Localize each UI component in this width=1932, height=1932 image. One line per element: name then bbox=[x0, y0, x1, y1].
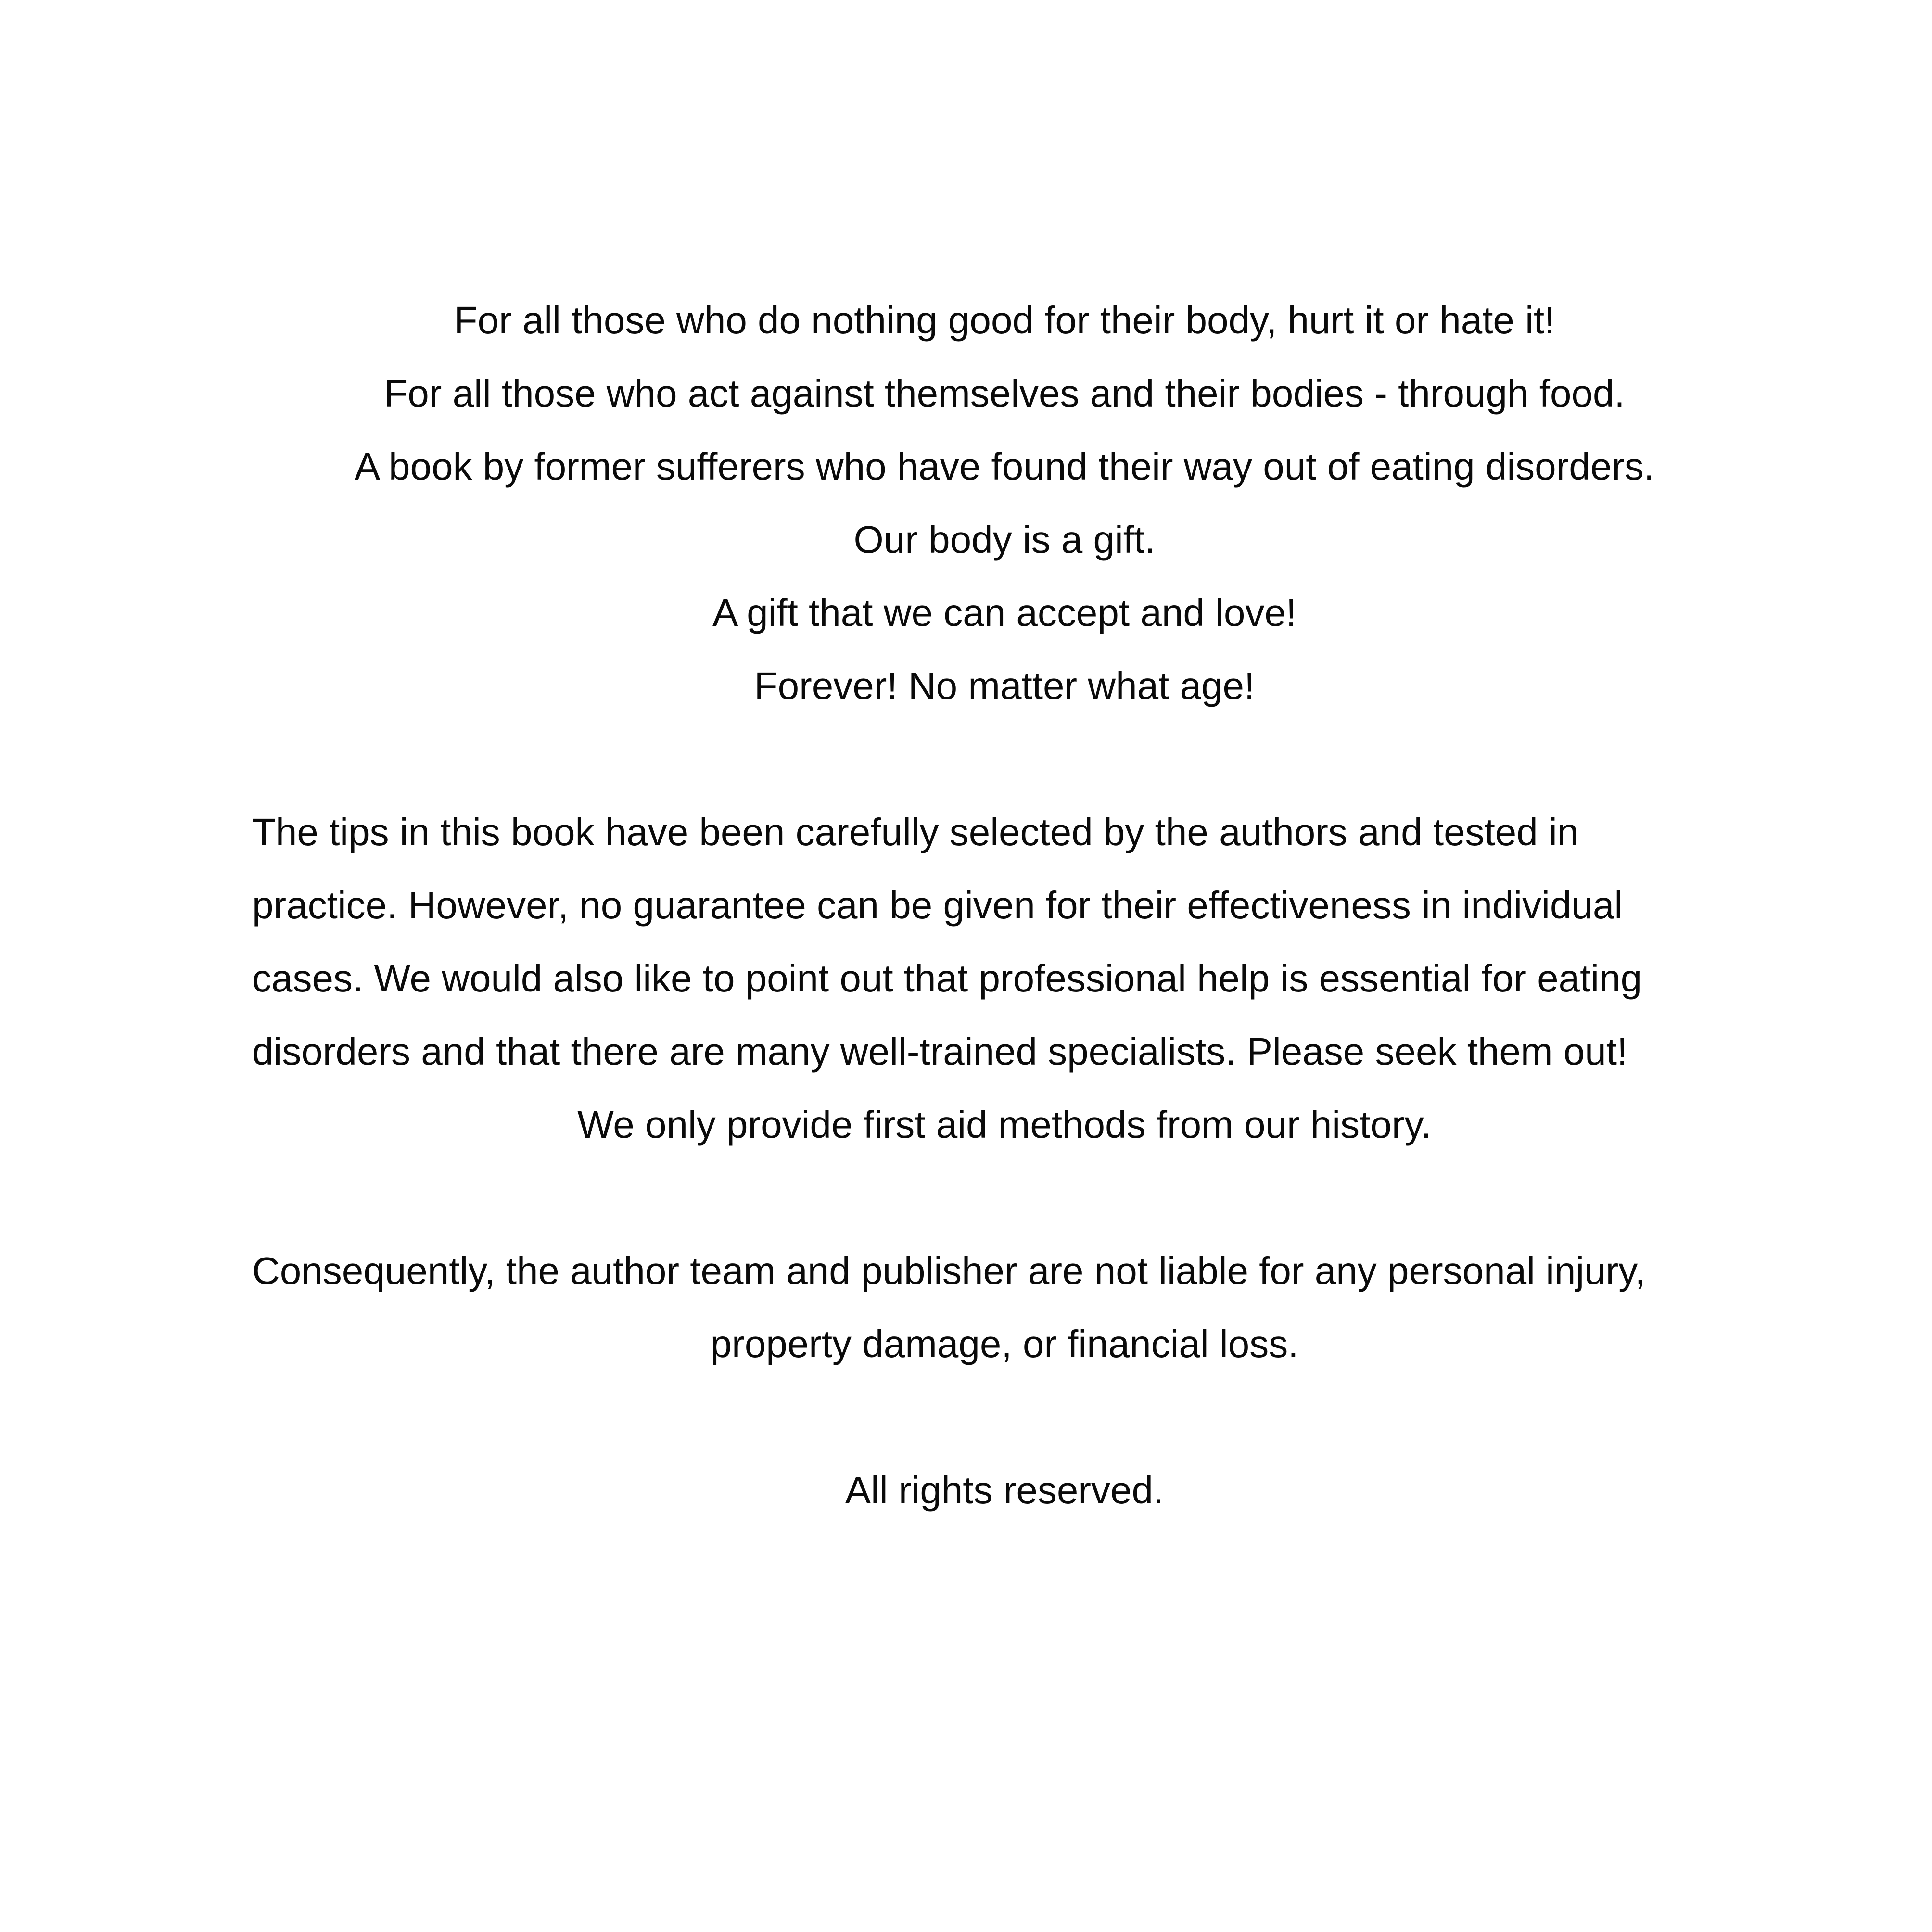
disclaimer-line: The tips in this book have been carefully selected by the authors and tested in bbox=[252, 811, 1579, 853]
liability-last-line: property damage, or financial loss. bbox=[710, 1322, 1299, 1365]
dedication-line: For all those who act against themselves and their bodies - through food. bbox=[384, 372, 1625, 415]
liability-paragraph bbox=[252, 1234, 1757, 1381]
paragraph-spacer bbox=[252, 723, 1757, 796]
page-content bbox=[252, 284, 1757, 1527]
paragraph-spacer bbox=[252, 1381, 1757, 1454]
dedication-line: Our body is a gift. bbox=[853, 518, 1156, 561]
disclaimer-paragraph bbox=[252, 796, 1757, 1161]
paragraph-spacer bbox=[252, 1161, 1757, 1234]
dedication-line: Forever! No matter what age! bbox=[754, 664, 1255, 707]
disclaimer-last-line: We only provide first aid methods from our history. bbox=[577, 1103, 1432, 1146]
dedication-line: For all those who do nothing good for their body, hurt it or hate it! bbox=[454, 299, 1555, 342]
disclaimer-line: cases. We would also like to point out that professional help is essential for eating bbox=[252, 957, 1642, 1000]
disclaimer-line: disorders and that there are many well-trained specialists. Please seek them out! bbox=[252, 1030, 1628, 1073]
rights-notice: All rights reserved. bbox=[845, 1469, 1164, 1512]
disclaimer-line: practice. However, no guarantee can be given for their effectiveness in individual bbox=[252, 884, 1623, 927]
liability-line: Consequently, the author team and publisher are not liable for any personal injury, bbox=[252, 1249, 1646, 1292]
dedication-block bbox=[252, 284, 1757, 723]
dedication-line: A book by former sufferers who have found their way out of eating disorders. bbox=[354, 445, 1655, 488]
dedication-line: A gift that we can accept and love! bbox=[712, 591, 1297, 634]
